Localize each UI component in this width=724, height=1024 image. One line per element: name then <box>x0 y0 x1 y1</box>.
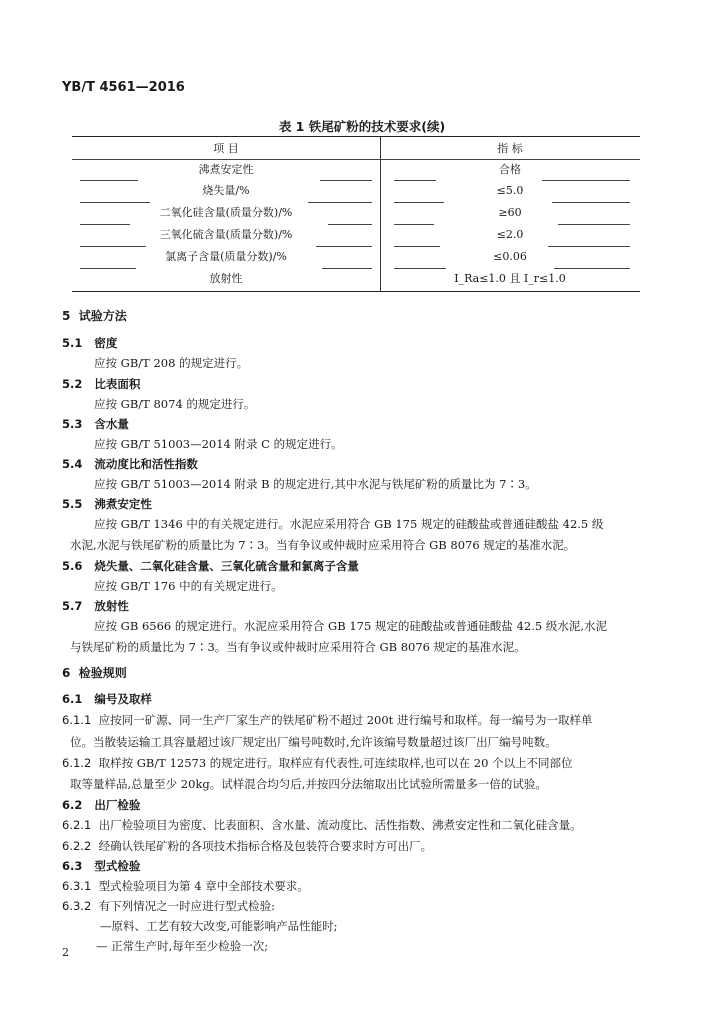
section-6-1-2-line1: 6.1.2 取样按 GB/T 12573 的规定进行。取样应有代表性,可连续取样,也可以在 20 个以上不同部位 <box>62 756 573 770</box>
section-5-2-text: 应按 GB/T 8074 的规定进行。 <box>94 397 256 411</box>
section-5-heading: 5 试验方法 <box>62 309 127 323</box>
row-item: 沸煮安定性 <box>198 163 254 176</box>
section-6-3-heading: 6.3 型式检验 <box>62 859 141 873</box>
table-row <box>72 160 640 180</box>
section-6-1-heading: 6.1 编号及取样 <box>62 692 152 706</box>
section-6-2-1-text: 6.2.1 出厂检验项目为密度、比表面积、含水量、流动度比、活性指数、沸煮安定性和二氧化硅含量。 <box>62 818 582 832</box>
row-value: ≤2.0 <box>496 228 524 241</box>
table-row <box>72 247 640 267</box>
table-header-row <box>72 139 640 159</box>
section-5-1-heading: 5.1 密度 <box>62 336 118 350</box>
section-5-3-heading: 5.3 含水量 <box>62 417 129 431</box>
section-6-2-2-text: 6.2.2 经确认铁尾矿粉的各项技术指标合格及包装符合要求时方可出厂。 <box>62 839 433 853</box>
row-item: 放射性 <box>209 272 243 285</box>
page-number: 2 <box>62 946 69 959</box>
table-row <box>72 269 640 289</box>
section-5-7-text-line2: 与铁尾矿粉的质量比为 7∶3。当有争议或仲裁时应采用符合 GB 8076 规定的基准水泥。 <box>70 640 526 654</box>
section-6-1-2-line2: 取等量样品,总量至少 20kg。试样混合均匀后,并按四分法缩取出比试验所需量多一倍的试验。 <box>70 777 547 791</box>
row-item: 氯离子含量(质量分数)/% <box>165 250 287 263</box>
section-6-3-1-text: 6.3.1 型式检验项目为第 4 章中全部技术要求。 <box>62 879 309 893</box>
section-6-1-1-line1: 6.1.1 应按同一矿源、同一生产厂家生产的铁尾矿粉不超过 200t 进行编号和取样。每一编号为一取样单 <box>62 713 593 727</box>
section-5-6-heading: 5.6 烧失量、二氧化硅含量、三氧化硫含量和氯离子含量 <box>62 559 359 573</box>
row-value: ≤0.06 <box>493 250 527 263</box>
row-value: 合格 <box>499 163 521 176</box>
section-6-1-1-line2: 位。当散装运输工具容量超过该厂规定出厂编号吨数时,允许该编号数量超过该厂出厂编号吨数。 <box>70 735 557 749</box>
row-value: I_Ra≤1.0 且 I_r≤1.0 <box>454 272 566 285</box>
section-5-5-text-line2: 水泥,水泥与铁尾矿粉的质量比为 7∶3。当有争议或仲裁时应采用符合 GB 8076 规定的基准水泥。 <box>70 538 576 552</box>
requirements-table <box>72 136 640 292</box>
section-5-6-text: 应按 GB/T 176 中的有关规定进行。 <box>94 579 283 593</box>
section-5-5-heading: 5.5 沸煮安定性 <box>62 497 152 511</box>
list-item: — 正常生产时,每年至少检验一次; <box>96 939 269 953</box>
section-5-4-heading: 5.4 流动度比和活性指数 <box>62 457 198 471</box>
standard-code: YB/T 4561—2016 <box>62 80 185 95</box>
section-6-heading: 6 检验规则 <box>62 666 127 680</box>
section-5-3-text: 应按 GB/T 51003—2014 附录 C 的规定进行。 <box>94 437 343 451</box>
section-5-7-text-line1: 应按 GB 6566 的规定进行。水泥应采用符合 GB 175 规定的硅酸盐或普通硅酸盐 42.5 级水泥,水泥 <box>94 619 607 633</box>
row-item: 烧失量/% <box>202 184 250 197</box>
section-5-7-heading: 5.7 放射性 <box>62 599 129 613</box>
row-item: 二氧化硅含量(质量分数)/% <box>159 206 293 219</box>
row-value: ≥60 <box>498 206 522 219</box>
row-item: 三氧化硫含量(质量分数)/% <box>159 228 293 241</box>
section-5-2-heading: 5.2 比表面积 <box>62 377 141 391</box>
table-caption: 表 1 铁尾矿粉的技术要求(续) <box>278 119 446 134</box>
section-6-3-2-text: 6.3.2 有下列情况之一时应进行型式检验: <box>62 899 275 913</box>
table-row <box>72 225 640 245</box>
section-5-1-text: 应按 GB/T 208 的规定进行。 <box>94 356 249 370</box>
header-item: 项 目 <box>213 142 239 155</box>
section-6-2-heading: 6.2 出厂检验 <box>62 798 141 812</box>
section-5-4-text: 应按 GB/T 51003—2014 附录 B 的规定进行,其中水泥与铁尾矿粉的质量比为 7∶3。 <box>94 477 537 491</box>
row-value: ≤5.0 <box>496 184 524 197</box>
table-row <box>72 181 640 201</box>
list-item: —原料、工艺有较大改变,可能影响产品性能时; <box>100 919 338 933</box>
header-index: 指 标 <box>497 142 523 155</box>
section-5-5-text-line1: 应按 GB/T 1346 中的有关规定进行。水泥应采用符合 GB 175 规定的硅酸盐或普通硅酸盐 42.5 级 <box>94 517 604 531</box>
table-row <box>72 203 640 223</box>
